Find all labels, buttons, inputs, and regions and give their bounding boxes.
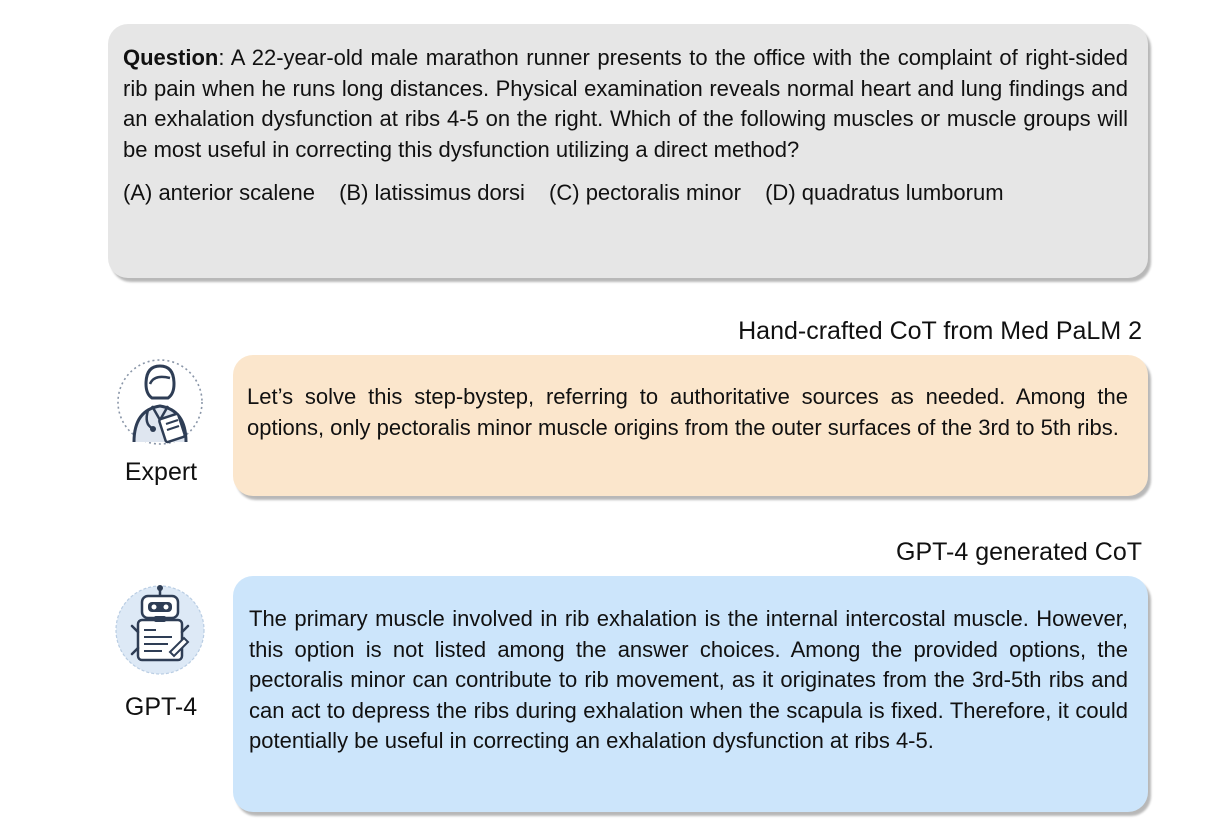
robot-icon — [112, 582, 208, 678]
expert-cot-title: Hand-crafted CoT from Med PaLM 2 — [738, 317, 1142, 345]
gpt-cot-text: The primary muscle involved in rib exhalation is the internal intercostal muscle. However, this option is not listed among the answer choices. Among the provided options, the pectoralis minor can contribute to rib movement, as it originates from the 3rd-5th ribs and can act to depress the ribs during exhalation when the scapula is fixed. Therefore, it could potentially be useful in correcting an exhalation dysfunction at ribs 4-5. — [249, 606, 1128, 753]
answer-options — [123, 178, 1128, 209]
question-body: : A 22-year-old male marathon runner presents to the office with the complaint of right-sided rib pain when he runs long distances. Physical examination reveals normal heart and lung findings and an exhalation dysfunction at ribs 4-5 on the right. Which of the following muscles or muscle groups will be most useful in correcting this dysfunction utilizing a direct method? — [123, 45, 1128, 162]
expert-label: Expert — [124, 458, 198, 486]
question-text — [123, 43, 1128, 165]
gpt-cot-title: GPT-4 generated CoT — [896, 538, 1142, 566]
option-c: (C) pectoralis minor — [549, 180, 741, 205]
expert-cot-text: Let’s solve this step-bystep, referring to authoritative sources as needed. Among the options, only pectoralis minor muscle origins from the outer surfaces of the 3rd to 5th ribs. — [247, 384, 1128, 440]
option-a: (A) anterior scalene — [123, 180, 315, 205]
question-box — [108, 24, 1148, 278]
option-b: (B) latissimus dorsi — [339, 180, 525, 205]
doctor-icon — [112, 354, 208, 450]
gpt-label: GPT-4 — [124, 693, 198, 721]
expert-cot-box — [233, 355, 1148, 496]
gpt-cot-box — [233, 576, 1148, 812]
option-d: (D) quadratus lumborum — [765, 180, 1004, 205]
question-label: Question — [123, 45, 219, 70]
